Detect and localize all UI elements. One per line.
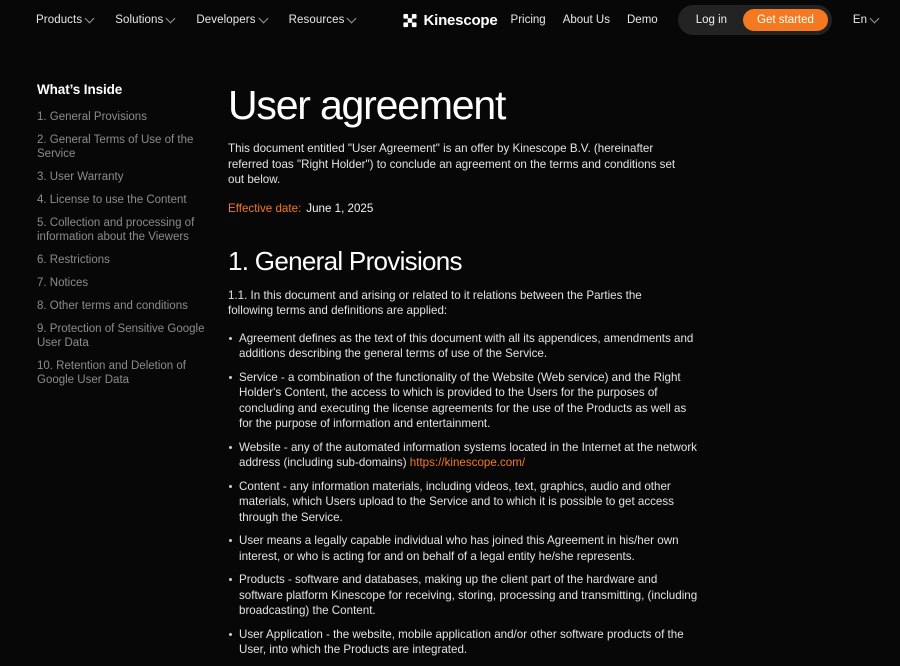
list-item: Products - software and databases, making up the client part of the hardware and software platform Kinescope for receiving, storing, processing and transmitting, (including broadcasting) the Content. [228, 572, 698, 619]
page-body [0, 40, 900, 666]
chevron-down-icon [258, 13, 268, 23]
nav-item-resources-label: Resources [288, 14, 345, 26]
definitions-list [228, 331, 698, 658]
nav-item-products[interactable] [36, 14, 93, 26]
nav-item-solutions-label: Solutions [115, 14, 164, 26]
kinescope-logo-icon [402, 13, 417, 28]
language-selector-label: En [852, 14, 867, 26]
sidebar-item-general-terms-of-use[interactable]: 2. General Terms of Use of the Service [37, 134, 194, 160]
top-navigation-bar [0, 0, 900, 40]
nav-item-products-label: Products [36, 14, 83, 26]
list-item: Agreement defines as the text of this document with all its appendices, amendments and additions describing the general terms of use of the Service. [228, 331, 698, 362]
list-item: User Application - the website, mobile application and/or other software products of the User, into which the Products are integrated. [228, 627, 698, 658]
section-title-general-provisions: 1. General Provisions [228, 245, 462, 276]
effective-date-row [228, 201, 720, 216]
page-title: User agreement [228, 82, 506, 128]
chevron-down-icon [166, 13, 176, 23]
document-intro-paragraph: This document entitled "User Agreement" is an offer by Kinescope B.V. (hereinafter referred toas "Right Holder") to conclude an agreement on the terms and conditions set out below. [228, 142, 676, 186]
sidebar-item-user-warranty[interactable]: 3. User Warranty [37, 171, 124, 183]
sidebar-item-license-to-use-content[interactable]: 4. License to use the Content [37, 194, 187, 206]
list-item: User means a legally capable individual who has joined this Agreement in his/her own interest, or who is acting for and on behalf of a legal entity he/she represents. [228, 533, 698, 564]
kinescope-website-link[interactable]: https://kinescope.com/ [409, 456, 526, 469]
list-item [228, 440, 698, 471]
nav-item-pricing[interactable]: Pricing [510, 14, 546, 26]
list-item: Content - any information materials, including videos, text, graphics, audio and other materials, which Users upload to the Service and to which it is possible to get access through the Service. [228, 479, 698, 526]
section-intro-paragraph: 1.1. In this document and arising or related to it relations between the Parties the following terms and definitions are applied: [228, 288, 642, 317]
auth-buttons-group [678, 5, 832, 35]
sidebar-item-notices[interactable]: 7. Notices [37, 277, 89, 289]
sidebar-item-protection-google-data[interactable]: 9. Protection of Sensitive Google User Data [37, 323, 205, 349]
sidebar-item-other-terms[interactable]: 8. Other terms and conditions [37, 300, 188, 312]
sidebar-title: What’s Inside [37, 82, 123, 97]
list-item: Service - a combination of the functionality of the Website (Web service) and the Right Holder's Content, the access to which is provided to the Users for the purposes of concluding and executing the license agreements for the use of the Products as well as for the purpose of information and entertainment. [228, 370, 698, 432]
nav-item-developers[interactable] [196, 14, 266, 26]
brand-logo[interactable] [402, 12, 497, 29]
sidebar-item-general-provisions[interactable]: 1. General Provisions [37, 111, 147, 123]
primary-nav-links [36, 14, 355, 26]
brand-name: Kinescope [423, 11, 498, 29]
language-selector[interactable] [853, 14, 878, 26]
effective-date-value: June 1, 2025 [306, 201, 374, 215]
sidebar-item-retention-deletion-google-data[interactable]: 10. Retention and Deletion of Google User Data [37, 360, 186, 386]
nav-item-solutions[interactable] [115, 14, 174, 26]
chevron-down-icon [347, 13, 357, 23]
effective-date-label: Effective date: [228, 201, 302, 215]
get-started-button[interactable]: Get started [743, 9, 828, 31]
table-of-contents-sidebar [0, 82, 228, 666]
nav-item-resources[interactable] [289, 14, 356, 26]
login-button[interactable]: Log in [695, 14, 728, 26]
chevron-down-icon [870, 13, 880, 23]
sidebar-item-restrictions[interactable]: 6. Restrictions [37, 254, 110, 266]
nav-item-demo[interactable]: Demo [627, 14, 658, 26]
list-item-text: Website - any of the automated information systems located in the Internet at the network address (including sub-domains) [239, 440, 697, 469]
sidebar-item-collection-and-processing[interactable]: 5. Collection and processing of information about the Viewers [37, 217, 195, 243]
nav-item-about-us[interactable]: About Us [562, 14, 610, 26]
chevron-down-icon [85, 13, 95, 23]
secondary-nav-links [511, 5, 878, 35]
nav-item-developers-label: Developers [196, 14, 256, 26]
document-content [228, 82, 900, 666]
